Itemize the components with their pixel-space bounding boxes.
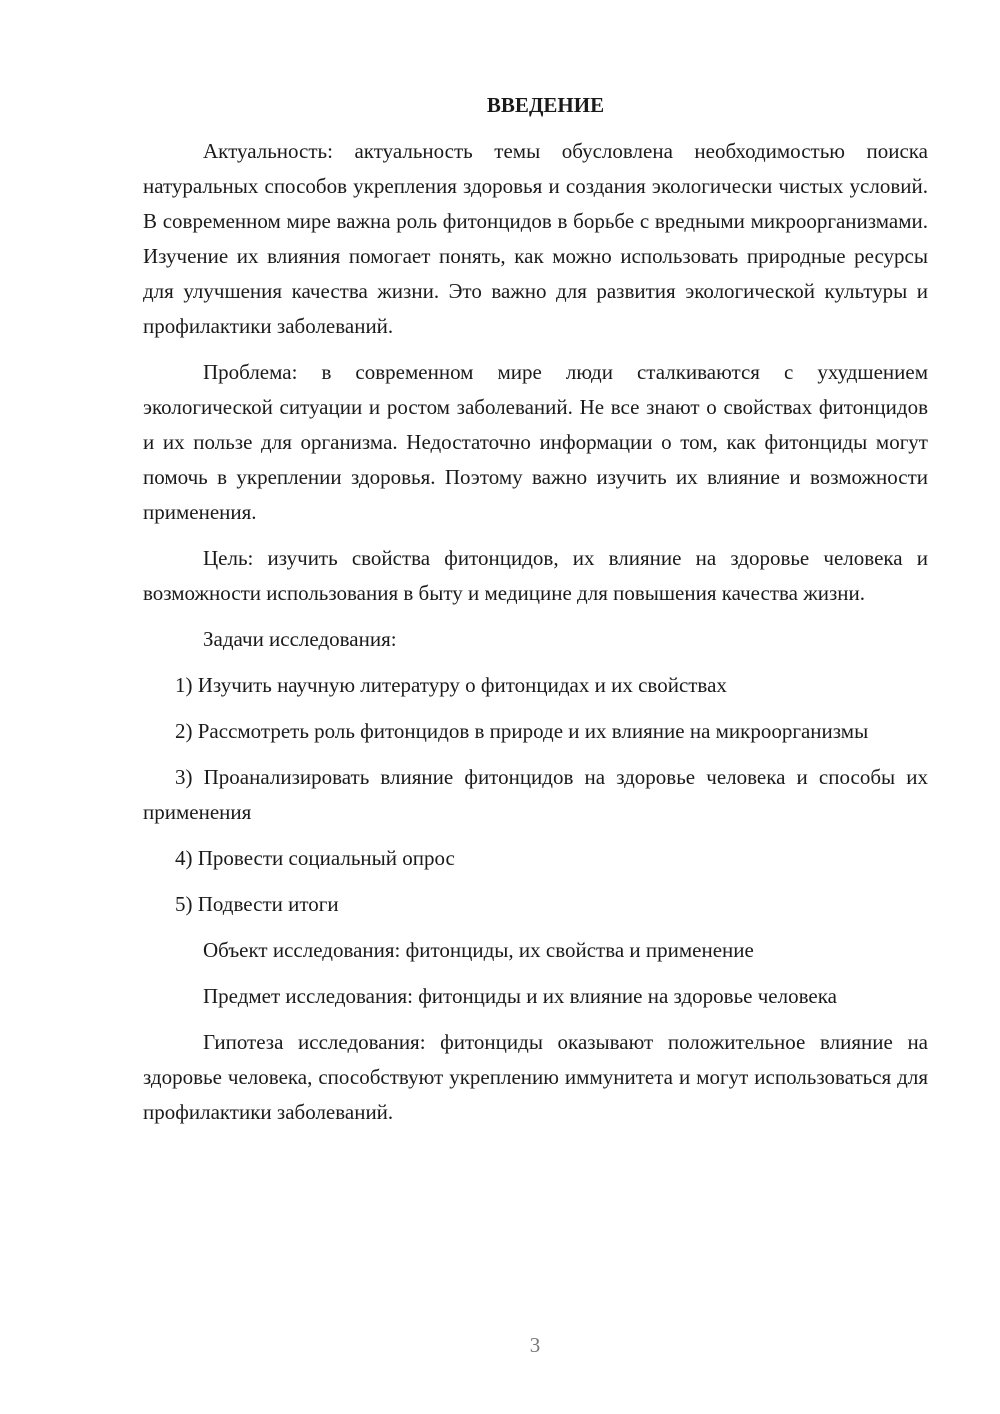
task-item-1: 1) Изучить научную литературу о фитонцидах и их свойствах	[175, 673, 727, 697]
task-item-4: 4) Провести социальный опрос	[175, 846, 455, 870]
subject-paragraph: Предмет исследования: фитонциды и их влияние на здоровье человека	[203, 984, 837, 1008]
problem-paragraph: Проблема: в современном мире люди сталкиваются с ухудшением экологической ситуации и ростом заболеваний. Не все знают о свойствах фитонцидов и их пользе для организма. Недостаточно информации о том, как фитонциды могут помочь в укреплении здоровья. Поэтому важно изучить их влияние и возможности применения.	[143, 360, 928, 524]
goal-paragraph: Цель: изучить свойства фитонцидов, их влияние на здоровье человека и возможности использования в быту и медицине для повышения качества жизни.	[143, 546, 928, 605]
tasks-heading: Задачи исследования:	[203, 627, 397, 651]
hypothesis-paragraph: Гипотеза исследования: фитонциды оказывают положительное влияние на здоровье человека, способствуют укреплению иммунитета и могут использоваться для профилактики заболеваний.	[143, 1030, 928, 1124]
document-body	[143, 88, 928, 1141]
task-item-3: 3) Проанализировать влияние фитонцидов на здоровье человека и способы их применения	[143, 765, 928, 824]
task-item-2: 2) Рассмотреть роль фитонцидов в природе и их влияние на микроорганизмы	[175, 719, 869, 743]
task-item-5: 5) Подвести итоги	[175, 892, 339, 916]
object-paragraph: Объект исследования: фитонциды, их свойства и применение	[203, 938, 754, 962]
section-title: ВВЕДЕНИЕ	[486, 93, 605, 117]
relevance-paragraph: Актуальность: актуальность темы обусловлена необходимостью поиска натуральных способов укрепления здоровья и создания экологически чистых условий. В современном мире важна роль фитонцидов в борьбе с вредными микроорганизмами. Изучение их влияния помогает понять, как можно использовать природные ресурсы для улучшения качества жизни. Это важно для развития экологической культуры и профилактики заболеваний.	[143, 139, 928, 338]
page-number: 3	[529, 1333, 541, 1357]
